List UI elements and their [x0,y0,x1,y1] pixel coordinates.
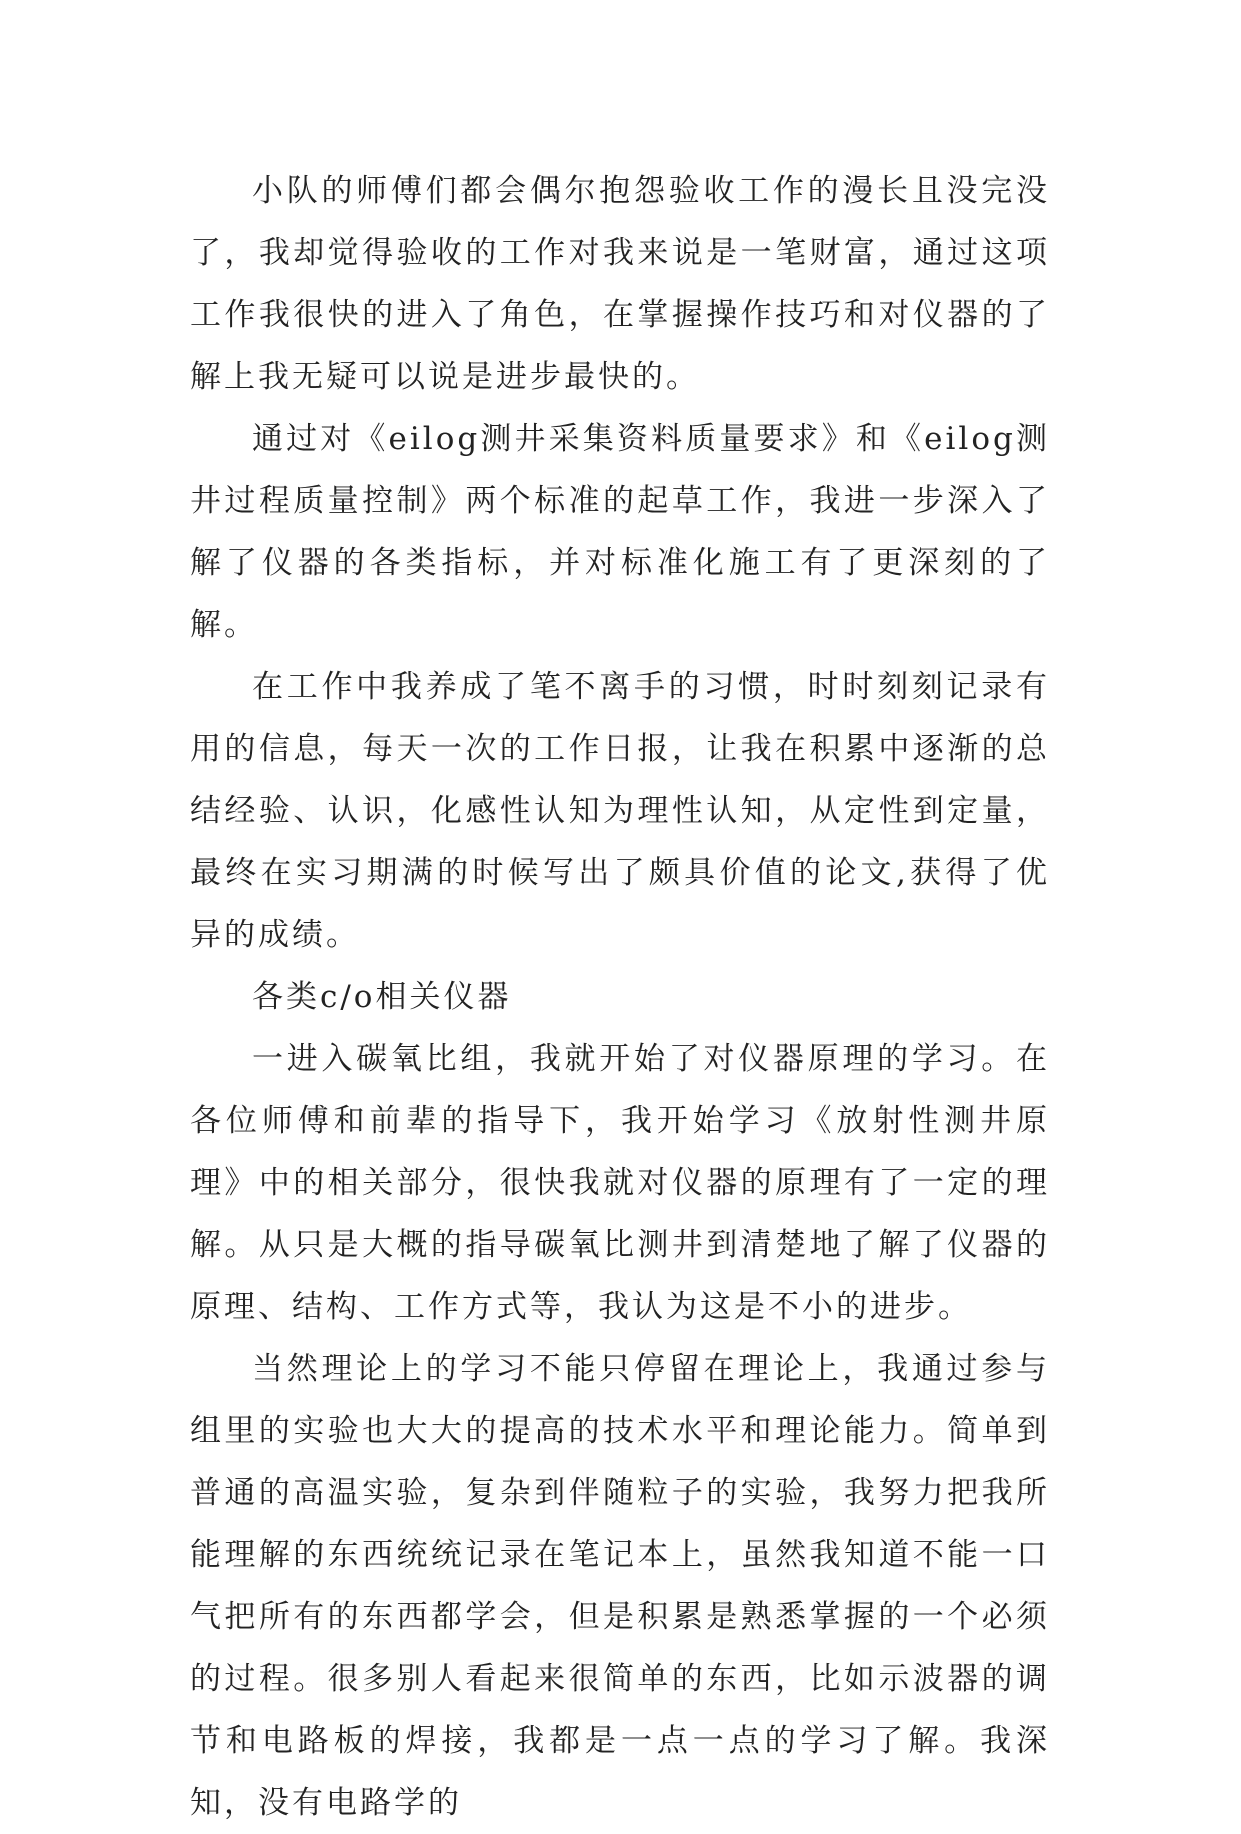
paragraph-standards-drafting: 通过对《eilog测井采集资料质量要求》和《eilog测井过程质量控制》两个标准的起草工作，我进一步深入了解了仪器的各类指标，并对标准化施工有了更深刻的了解。 [190,421,1050,643]
section-heading-co-instruments: 各类c/o相关仪器 [252,979,512,1015]
paragraph-experiments: 当然理论上的学习不能只停留在理论上，我通过参与组里的实验也大大的提高的技术水平和理论能力。简单到普通的高温实验，复杂到伴随粒子的实验，我努力把我所能理解的东西统统记录在笔记本上，虽然我知道不能一口气把所有的东西都学会，但是积累是熟悉掌握的一个必须的过程。很多别人看起来很简单的东西，比如示波器的调节和电路板的焊接，我都是一点一点的学习了解。我深知，没有电路学的 [190,1351,1050,1821]
paragraph-note-taking: 在工作中我养成了笔不离手的习惯，时时刻刻记录有用的信息，每天一次的工作日报，让我在积累中逐渐的总结经验、认识，化感性认知为理性认知，从定性到定量，最终在实习期满的时候写出了颇具价值的论文,获得了优异的成绩。 [190,669,1050,953]
paragraph-instrument-principles: 一进入碳氧比组，我就开始了对仪器原理的学习。在各位师傅和前辈的指导下，我开始学习《放射性测井原理》中的相关部分，很快我就对仪器的原理有了一定的理解。从只是大概的指导碳氧比测井到清楚地了解了仪器的原理、结构、工作方式等，我认为这是不小的进步。 [190,1041,1050,1325]
body-text [190,160,1050,1834]
paragraph-acceptance-work: 小队的师傅们都会偶尔抱怨验收工作的漫长且没完没了，我却觉得验收的工作对我来说是一笔财富，通过这项工作我很快的进入了角色，在掌握操作技巧和对仪器的了解上我无疑可以说是进步最快的。 [190,173,1050,395]
